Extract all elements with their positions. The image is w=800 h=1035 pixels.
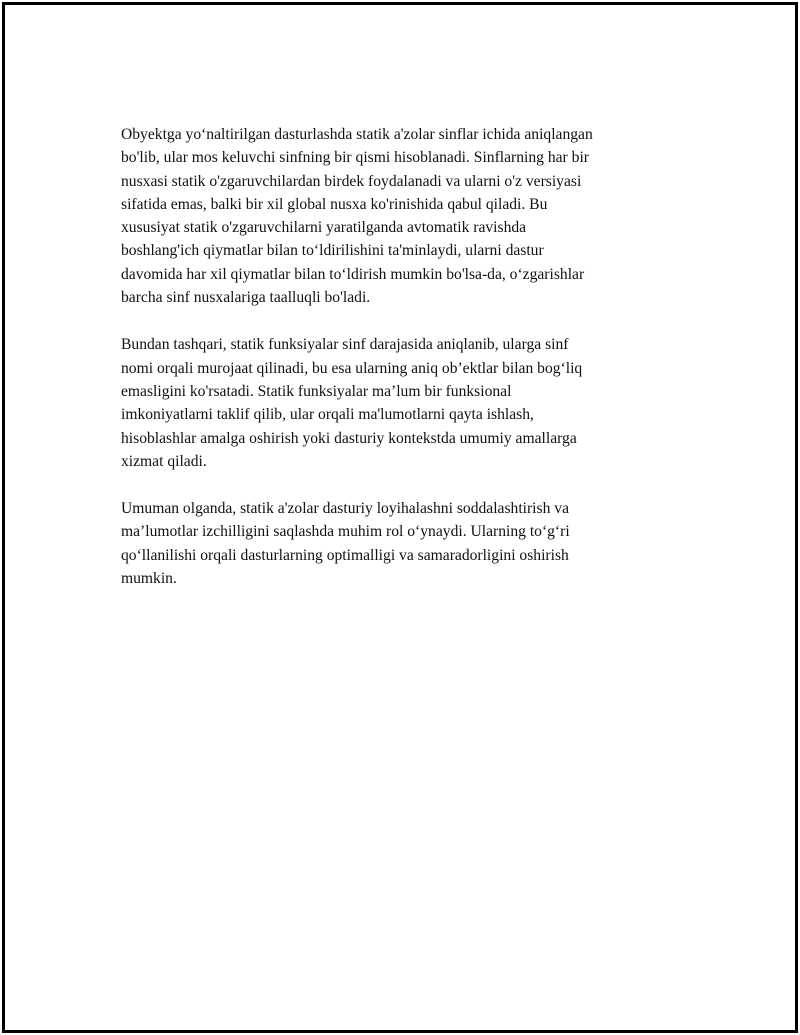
page-frame (2, 2, 798, 1033)
text-line: qo‘llanilishi orqali dasturlarning optimalligi va samaradorligini oshirish (121, 546, 569, 564)
text-line: Obyektga yo‘naltirilgan dasturlashda statik a'zolar sinflar ichida aniqlangan (121, 126, 593, 143)
document-body (121, 123, 681, 614)
text-line: nomi orqali murojaat qilinadi, bu esa ularning aniq ob’ektlar bilan bog‘liq (121, 359, 583, 377)
text-line: xizmat qiladi. (121, 452, 207, 470)
text-line: davomida har xil qiymatlar bilan to‘ldirish mumkin bo'lsa-da, o‘zgarishlar (121, 265, 585, 283)
text-line: emasligini ko'rsatadi. Statik funksiyalar ma’lum bir funksional (121, 382, 512, 400)
text-line: sifatida emas, balki bir xil global nusxa ko'rinishida qabul qiladi. Bu (121, 195, 548, 213)
text-line: bo'lib, ular mos keluvchi sinfning bir qismi hisoblanadi. Sinflarning har bir (121, 149, 589, 167)
text-line: Bundan tashqari, statik funksiyalar sinf darajasida aniqlanib, ularga sinf (121, 336, 569, 354)
text-line: barcha sinf nusxalariga taalluqli bo'ladi. (121, 289, 371, 307)
text-line: Umuman olganda, statik a'zolar dasturiy loyihalashni soddalashtirish va (121, 500, 570, 518)
text-line: hisoblashlar amalga oshirish yoki dasturiy kontekstda umumiy amallarga (121, 429, 577, 447)
paragraph-2 (121, 333, 681, 473)
text-line: nusxasi statik o'zgaruvchilardan birdek foydalanadi va ularni o'z versiyasi (121, 172, 582, 190)
paragraph-1 (121, 123, 681, 309)
text-line: xususiyat statik o'zgaruvchilarni yaratilganda avtomatik ravishda (121, 219, 527, 237)
text-line: boshlang'ich qiymatlar bilan to‘ldirilishini ta'minlaydi, ularni dastur (121, 242, 544, 260)
text-line: ma’lumotlar izchilligini saqlashda muhim rol o‘ynaydi. Ularning to‘g‘ri (121, 523, 570, 541)
paragraph-3 (121, 497, 681, 590)
text-line: imkoniyatlarni taklif qilib, ular orqali ma'lumotlarni qayta ishlash, (121, 406, 534, 424)
text-line: mumkin. (121, 570, 177, 588)
